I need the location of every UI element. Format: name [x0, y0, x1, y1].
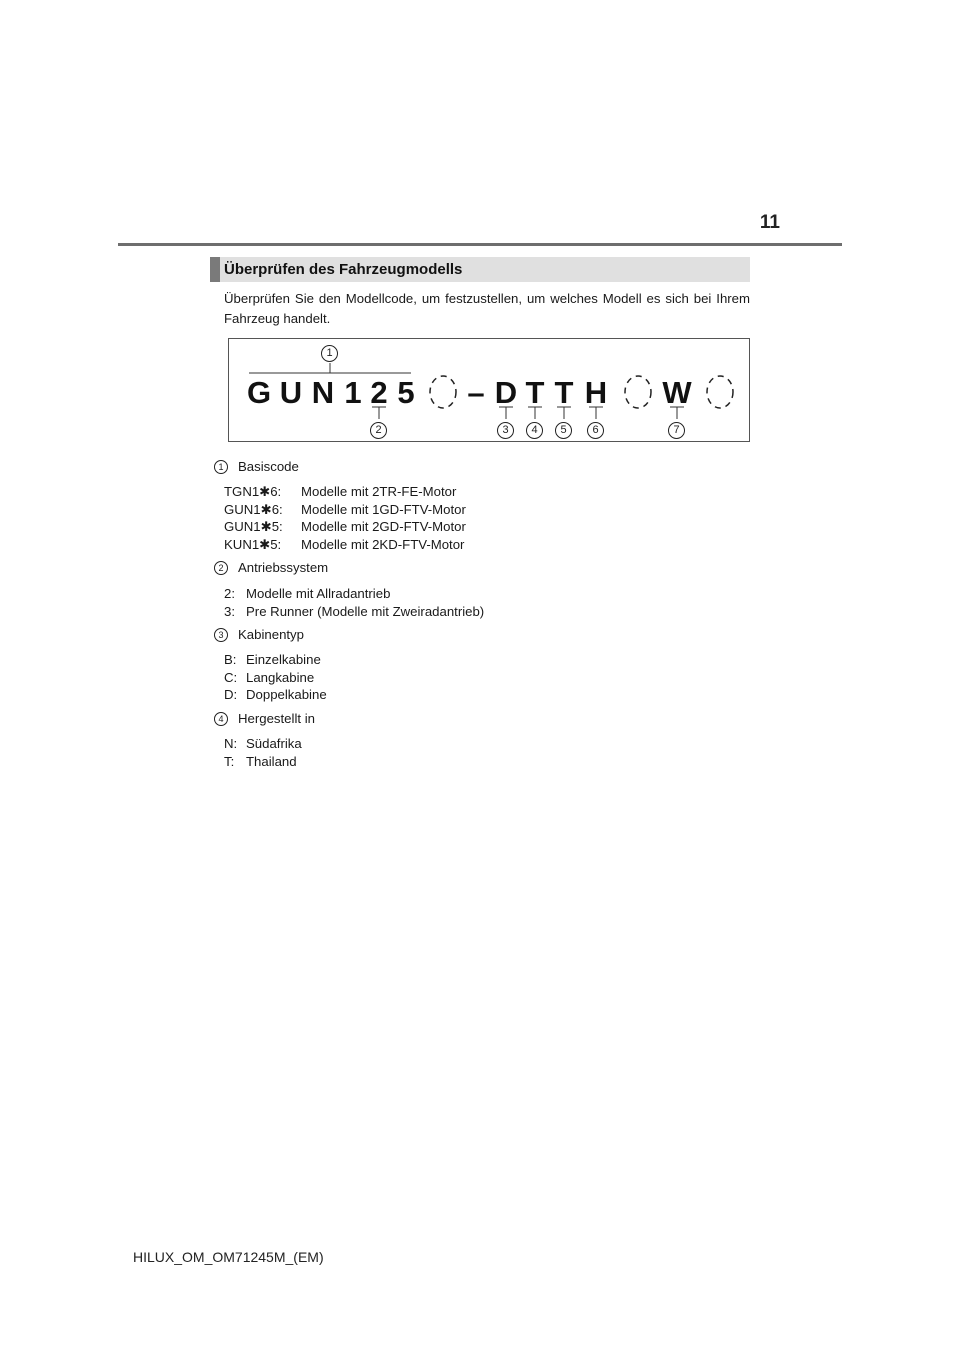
item-desc: Langkabine	[246, 669, 315, 685]
callout-badge-1: 1	[321, 345, 338, 362]
code-letter: 5	[397, 375, 415, 410]
document-footer: HILUX_OM_OM71245M_(EM)	[133, 1249, 324, 1265]
callout-badge-7: 7	[668, 422, 685, 439]
code-letter: 1	[344, 375, 362, 410]
item-code: GUN1✱6:	[224, 501, 283, 517]
item-desc: Südafrika	[246, 736, 302, 751]
code-letter: N	[311, 375, 335, 410]
item-desc: Thailand	[246, 753, 297, 769]
item-desc: Pre Runner (Modelle mit Zweiradantrieb)	[246, 603, 485, 619]
item-label: Hergestellt in	[238, 711, 315, 726]
model-code-diagram	[228, 338, 750, 442]
code-letter: D	[494, 375, 518, 410]
item-desc: Modelle mit 1GD-FTV-Motor	[301, 501, 466, 517]
item-code: B:	[224, 652, 237, 667]
item-badge: 2	[214, 561, 228, 575]
section-title: Überprüfen des Fahrzeugmodells	[224, 261, 463, 278]
item-code: C:	[224, 669, 238, 685]
code-letter: U	[279, 375, 303, 410]
code-letter: T	[525, 375, 545, 410]
item-code: T:	[224, 753, 235, 769]
header-rule	[118, 243, 842, 246]
item-label: Kabinentyp	[238, 627, 304, 642]
placeholder-circle	[430, 376, 456, 408]
item-badge: 4	[214, 712, 228, 726]
callout-badge-5: 5	[555, 422, 572, 439]
callout-badge-2: 2	[370, 422, 387, 439]
code-letter: G	[246, 375, 272, 410]
intro-paragraph: Überprüfen Sie den Modellcode, um festzustellen, um welches Modell es sich bei Ihrem Fahrzeug handelt.	[224, 291, 750, 326]
callout-badge-4: 4	[526, 422, 543, 439]
item-desc: Modelle mit 2KD-FTV-Motor	[301, 536, 465, 552]
item-desc: Modelle mit 2GD-FTV-Motor	[301, 519, 466, 535]
placeholder-circle	[707, 376, 733, 408]
item-code: N:	[224, 736, 238, 751]
item-code: TGN1✱6:	[224, 484, 282, 499]
item-desc: Modelle mit Allradantrieb	[246, 586, 391, 601]
code-letter: –	[467, 375, 485, 410]
placeholder-circle	[625, 376, 651, 408]
item-desc: Einzelkabine	[246, 652, 321, 667]
item-code: KUN1✱5:	[224, 536, 282, 552]
page-number: 11	[759, 212, 780, 233]
callout-badge-3: 3	[497, 422, 514, 439]
item-code: D:	[224, 687, 238, 703]
code-letter: T	[554, 375, 574, 410]
item-label: Antriebssystem	[238, 560, 329, 575]
item-desc: Modelle mit 2TR-FE-Motor	[301, 484, 457, 499]
code-letter: 2	[370, 375, 388, 410]
item-desc: Doppelkabine	[246, 687, 327, 703]
item-label: Basiscode	[238, 459, 299, 474]
callout-badge-6: 6	[587, 422, 604, 439]
item-badge: 1	[214, 460, 228, 474]
item-code: 2:	[224, 586, 235, 601]
item-code: GUN1✱5:	[224, 519, 283, 535]
code-letter: W	[662, 375, 692, 410]
section-heading	[210, 257, 750, 282]
item-badge: 3	[214, 628, 228, 642]
code-letter: H	[584, 375, 608, 410]
item-code: 3:	[224, 603, 235, 619]
